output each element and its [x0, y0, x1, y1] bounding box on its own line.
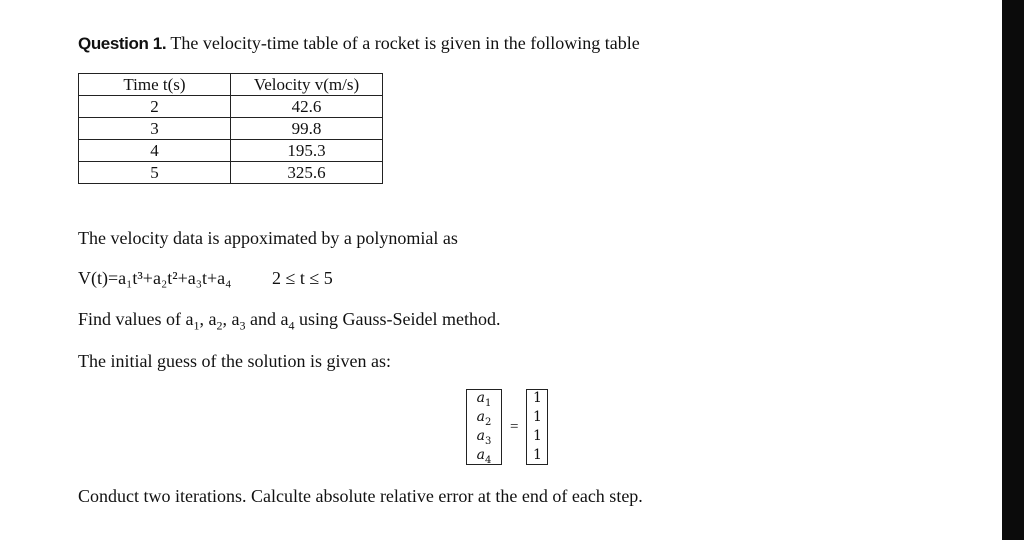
table-cell-time: 3	[79, 118, 231, 140]
vector-value: 1	[533, 390, 542, 406]
variable-vector	[466, 389, 502, 465]
find-suffix: using Gauss-Seidel method.	[294, 309, 501, 329]
table-cell-time: 4	[79, 140, 231, 162]
table-row	[79, 96, 383, 118]
find-subscript: 4	[288, 318, 295, 333]
vector-entry: $a_4$	[476, 447, 492, 466]
initial-guess-equation	[466, 389, 548, 465]
polynomial-expression: V(t)=a₁t³+a₂t²+a₃t+a₄	[78, 268, 232, 288]
question-heading	[78, 33, 640, 54]
table-cell-velocity: 99.8	[231, 118, 383, 140]
initial-guess-text: The initial guess of the solution is given as:	[78, 351, 391, 371]
window-edge	[1002, 0, 1024, 540]
table-cell-velocity: 325.6	[231, 162, 383, 184]
find-subscript: 1	[193, 318, 200, 333]
question-label: Question 1.	[78, 34, 167, 53]
vector-value: 1	[533, 447, 542, 463]
find-prefix: Find values of a	[78, 309, 194, 329]
vector-value: 1	[533, 409, 542, 425]
table-cell-velocity: 42.6	[231, 96, 383, 118]
find-subscript: 3	[239, 318, 246, 333]
conduct-iterations-text: Conduct two iterations. Calculte absolute relative error at the end of each step.	[78, 486, 643, 506]
table-header-row	[79, 74, 383, 96]
table-cell-time: 2	[79, 96, 231, 118]
polynomial-range: 2 ≤ t ≤ 5	[271, 268, 333, 288]
approximation-text: The velocity data is appoximated by a polynomial as	[78, 228, 458, 248]
table-cell-time: 5	[79, 162, 231, 184]
vector-value: 1	[533, 428, 542, 444]
table-row	[79, 162, 383, 184]
table-header-velocity: Velocity v(m/s)	[231, 74, 383, 96]
velocity-time-table	[78, 73, 383, 184]
table-header-time: Time t(s)	[79, 74, 231, 96]
equals-sign: =	[510, 418, 519, 435]
find-subscript: 2	[216, 318, 223, 333]
value-vector	[526, 389, 548, 465]
table-cell-velocity: 195.3	[231, 140, 383, 162]
vector-entry: $a_2$	[476, 409, 492, 428]
find-values-text: Find values of $a_1$, $a_2$, $a_3$ and $a_4$ using Gauss-Seidel method.	[78, 309, 501, 333]
table-row	[79, 140, 383, 162]
vector-entry: $a_1$	[476, 390, 492, 409]
question-text: The velocity-time table of a rocket is given in the following table	[170, 33, 640, 53]
table-row	[79, 118, 383, 140]
polynomial-line	[78, 268, 333, 289]
vector-entry: $a_3$	[476, 428, 492, 447]
